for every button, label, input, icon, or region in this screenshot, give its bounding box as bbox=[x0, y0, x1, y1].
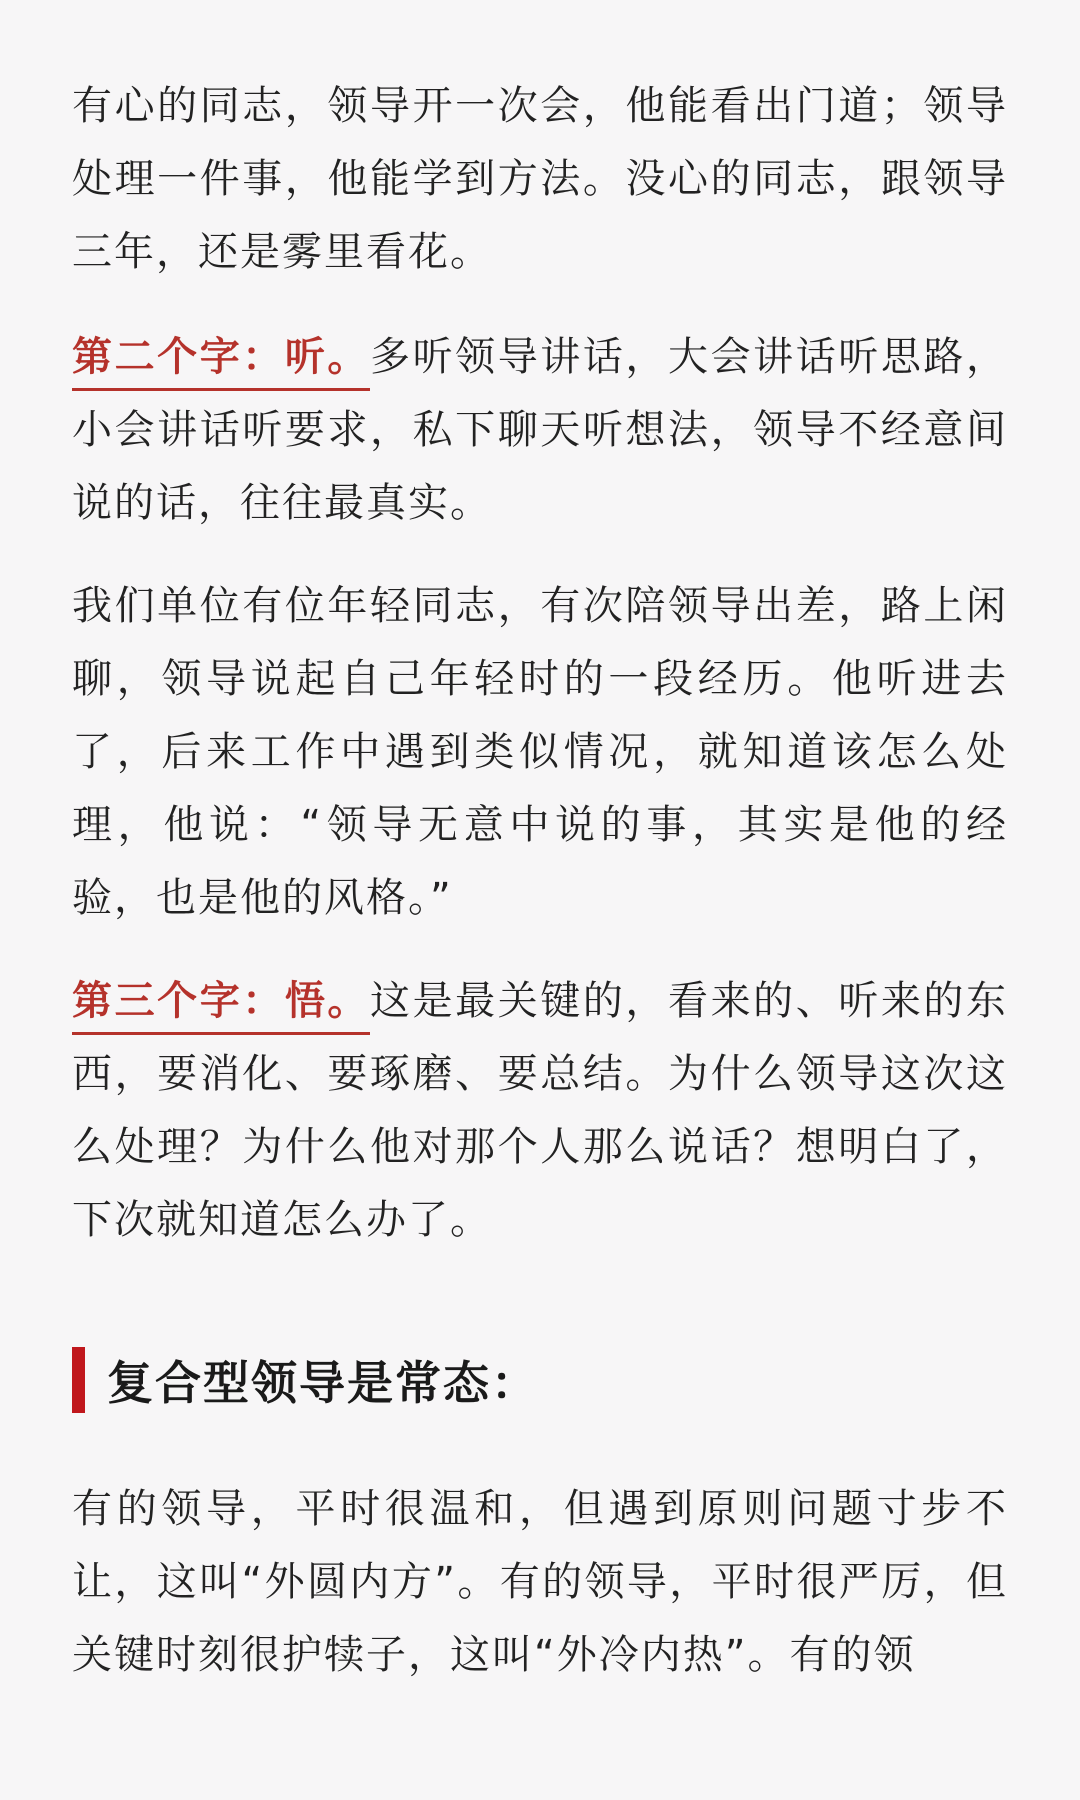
heading-accent-bar bbox=[72, 1347, 85, 1413]
paragraph-leader-types bbox=[72, 1473, 1008, 1692]
highlight-label-listen: 第二个字：听。 bbox=[72, 334, 370, 391]
paragraph-text: 有心的同志，领导开一次会，他能看出门道；领导处理一件事，他能学到方法。没心的同志，跟领导三年，还是雾里看花。 bbox=[72, 83, 1008, 275]
highlight-label-comprehend: 第三个字：悟。 bbox=[72, 978, 370, 1035]
article-body bbox=[72, 70, 1008, 1722]
section-heading bbox=[72, 1347, 1008, 1413]
section-title: 复合型领导是常态： bbox=[107, 1356, 539, 1410]
paragraph-text: 我们单位有位年轻同志，有次陪领导出差，路上闲聊，领导说起自己年轻时的一段经历。他听进去了，后来工作中遇到类似情况，就知道该怎么处理，他说：“领导无意中说的事，其实是他的经验，也是他的风格。” bbox=[72, 583, 1008, 921]
paragraph-text: 有的领导，平时很温和，但遇到原则问题寸步不让，这叫“外圆内方”。有的领导，平时很严厉，但关键时刻很护犊子，这叫“外冷内热”。有的领 bbox=[72, 1486, 1008, 1678]
paragraph-observe-summary bbox=[72, 70, 1008, 289]
paragraph-listen bbox=[72, 321, 1008, 540]
paragraph-text: 多听领导讲话，大会讲话听思路，小会讲话听要求，私下聊天听想法，领导不经意间说的话，往往最真实。 bbox=[72, 334, 1008, 526]
paragraph-example bbox=[72, 570, 1008, 935]
paragraph-comprehend bbox=[72, 965, 1008, 1257]
paragraph-text: 这是最关键的，看来的、听来的东西，要消化、要琢磨、要总结。为什么领导这次这么处理？为什么他对那个人那么说话？想明白了，下次就知道怎么办了。 bbox=[72, 978, 1008, 1243]
